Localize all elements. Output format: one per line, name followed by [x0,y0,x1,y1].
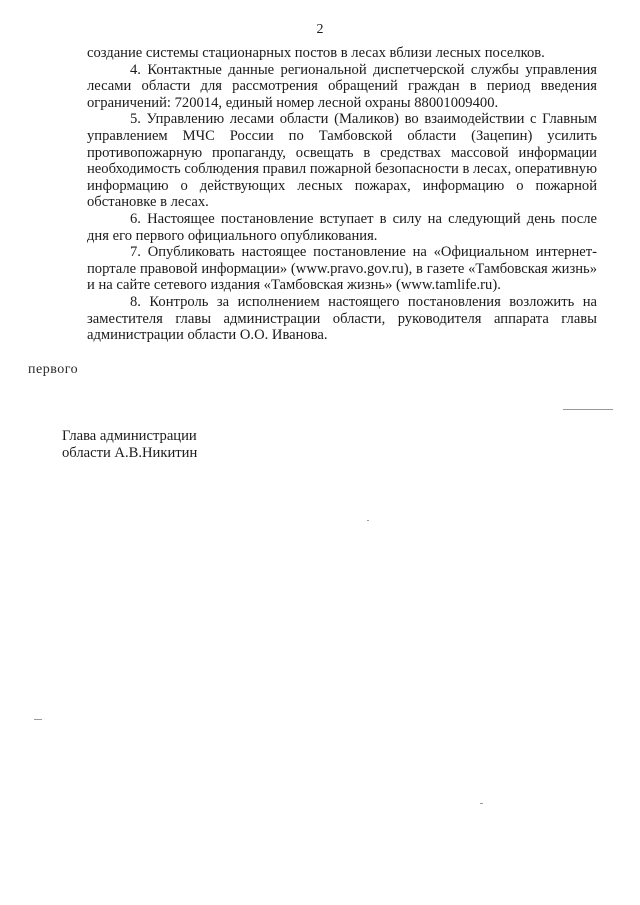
scan-speck [480,803,483,804]
signature-name: области А.В.Никитин [62,444,198,461]
signature-block [62,428,197,461]
scan-speck [563,409,613,410]
page-number: 2 [316,22,324,37]
handwritten-margin-note: первого [28,362,79,377]
document-body [87,45,597,344]
paragraph-item-8: 8. Контроль за исполнением настоящего постановления возложить на заместителя главы администрации области, руководителя аппарата главы администрации области О.О. Иванова. [87,293,597,344]
paragraph-item-7: 7. Опубликовать настоящее постановление на «Официальном интернет-портале правовой информации» (www.pravo.gov.ru), в газете «Тамбовская жизнь» и на сайте сетевого издания «Тамбовская жизнь» (www.tamlife.ru). [87,244,597,294]
scan-speck [34,719,42,720]
paragraph-continuation: создание системы стационарных постов в лесах вблизи лесных поселков. [87,45,545,61]
paragraph-item-6: 6. Настоящее постановление вступает в силу на следующий день после дня его первого официального опубликования. [87,210,597,244]
signature-title: Глава администрации [62,428,197,444]
scan-speck [367,520,369,521]
paragraph-item-4: 4. Контактные данные региональной диспетчерской службы управления лесами области для рассмотрения обращений граждан в период введения ограничений: 720014, единый номер лесной охраны 88001009400. [87,61,597,111]
paragraph-item-5: 5. Управлению лесами области (Маликов) во взаимодействии с Главным управлением МЧС России по Тамбовской области (Зацепин) усилить противопожарную пропаганду, освещать в средствах массовой информации необходимость соблюдения правил пожарной безопасности в лесах, оперативную информацию о действующих лесных пожарах, информацию о пожарной обстановке в лесах. [87,111,597,211]
